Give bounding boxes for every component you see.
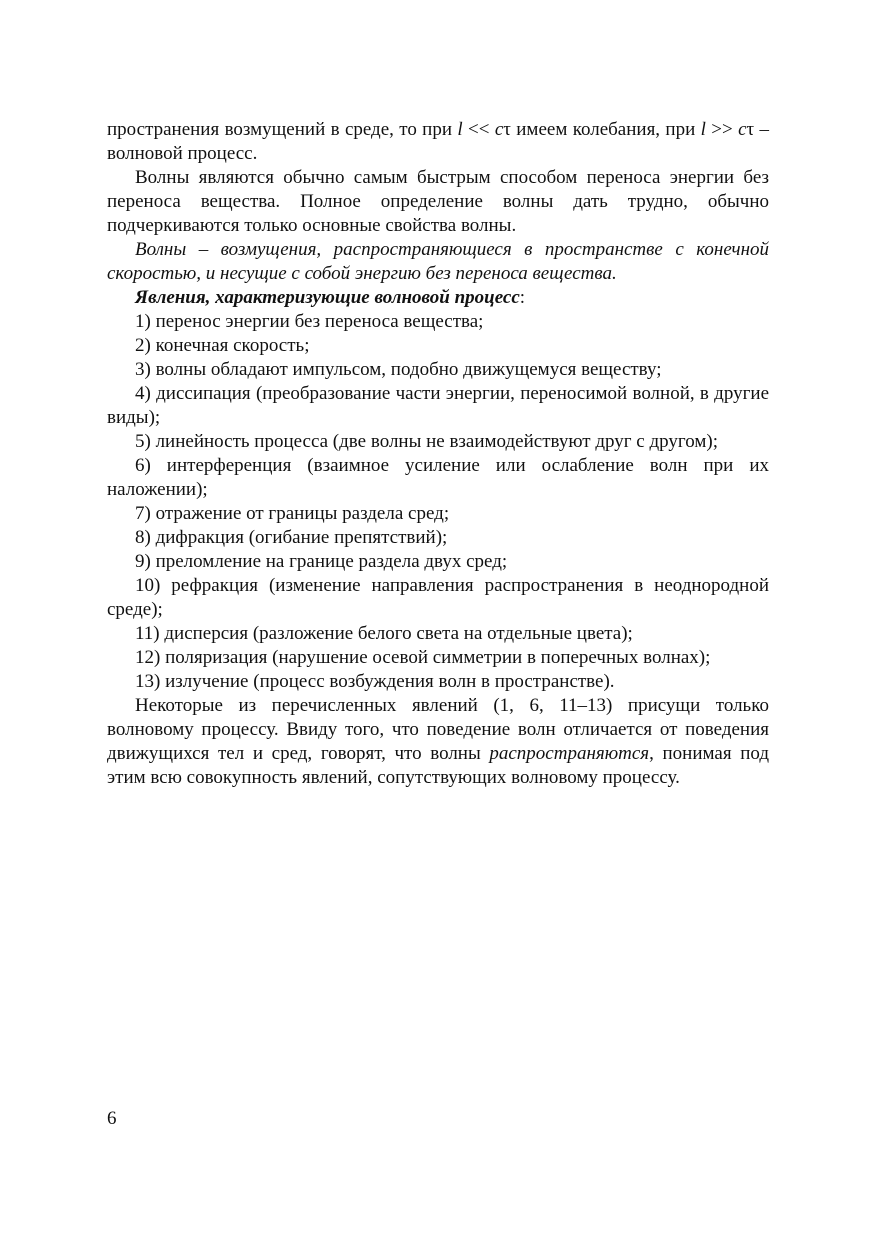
page-body — [107, 118, 769, 790]
var-c: c — [494, 119, 504, 140]
phenomena-list — [107, 310, 769, 694]
list-item: 7) отражение от границы раздела сред; — [135, 503, 450, 524]
list-item: 12) поляризация (нарушение осевой симметрии в поперечных волнах); — [135, 647, 711, 668]
list-item: 10) рефракция (изменение направления распространения в неоднородной среде); — [107, 575, 769, 620]
var-l: l — [457, 119, 463, 140]
list-item: 5) линейность процесса (две волны не взаимодействуют друг с другом); — [135, 431, 718, 452]
list-item: 2) конечная скорость; — [135, 335, 310, 356]
page-number: 6 — [107, 1108, 117, 1129]
list-item: 11) дисперсия (разложение белого света на отдельные цвета); — [135, 623, 633, 644]
list-item: 13) излучение (процесс возбуждения волн в пространстве). — [135, 671, 615, 692]
list-item: 3) волны обладают импульсом, подобно движущемуся веществу; — [135, 359, 662, 380]
list-item: 1) перенос энергии без переноса вещества; — [135, 311, 484, 332]
phenomena-heading: Явления, характеризующие волновой процесс: — [135, 287, 526, 308]
list-item: 4) диссипация (преобразование части энергии, переносимой волной, в другие виды); — [107, 383, 769, 428]
paragraph-conclusion: Некоторые из перечисленных явлений (1, 6, 11–13) присущи только волновому процессу. Ввиду того, что поведение волн отличается от поведения движущихся тел и сред, говорят, что волны распространяются, понимая под этим всю совокупность явлений, сопутствующих волновому процессу. — [107, 695, 769, 788]
list-item: 8) дифракция (огибание препятствий); — [135, 527, 448, 548]
paragraph-intro: пространения возмущений в среде, то при l << cτ имеем колебания, при l >> cτ – волновой процесс. — [107, 119, 769, 164]
paragraph-waves: Волны являются обычно самым быстрым способом переноса энергии без переноса вещества. Полное определение волны дать трудно, обычно подчеркиваются только основные свойства волны. — [107, 167, 769, 236]
var-c: c — [738, 119, 747, 140]
emphasis-term: распространяются — [489, 743, 650, 764]
var-l: l — [700, 119, 706, 140]
definition-paragraph: Волны – возмущения, распространяющиеся в пространстве с конечной скоростью, и несущие с собой энергию без переноса вещества. — [107, 239, 769, 284]
list-item: 6) интерференция (взаимное усиление или ослабление волн при их наложении); — [107, 455, 769, 500]
list-item: 9) преломление на границе раздела двух сред; — [135, 551, 508, 572]
